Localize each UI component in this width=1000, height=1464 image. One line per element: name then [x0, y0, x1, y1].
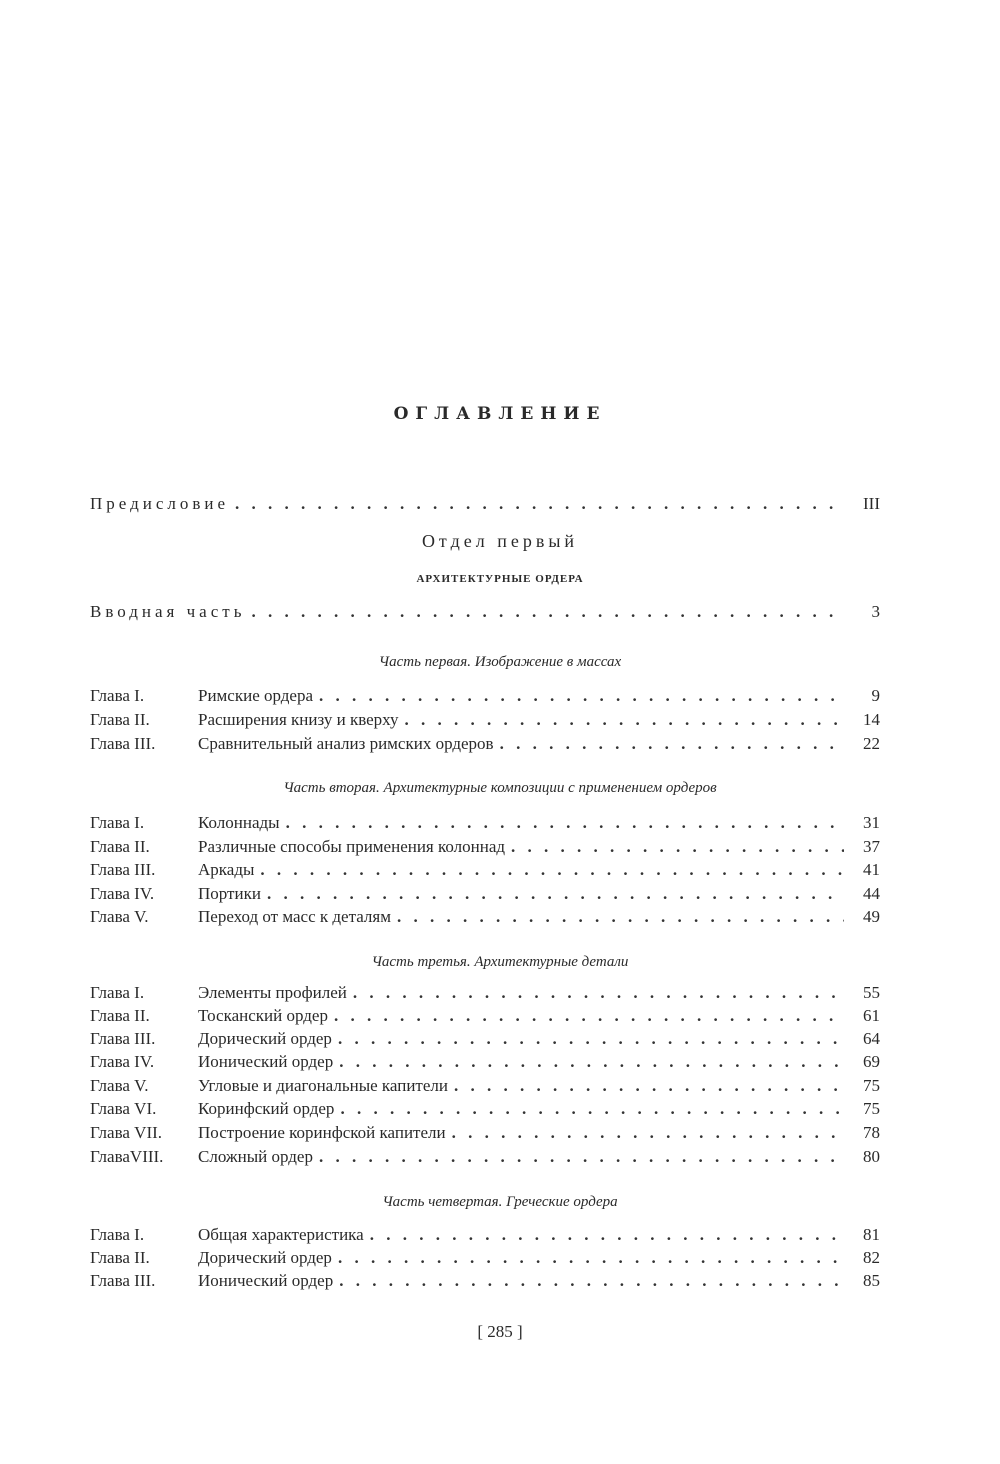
toc-entry-page: 75 — [863, 1076, 880, 1095]
toc-entry-page: 37 — [863, 837, 880, 856]
toc-entry-preface — [90, 494, 880, 518]
toc-entry-label: Портики — [198, 884, 261, 903]
toc-entry-label: Ионический ордер — [198, 1271, 334, 1290]
toc-entry-page: 69 — [863, 1052, 880, 1071]
leader-dots — [397, 907, 844, 927]
chapter-number: Глава II. — [90, 1248, 150, 1267]
leader-dots — [338, 1029, 844, 1049]
page-title: ОГЛАВЛЕНИЕ — [393, 404, 607, 424]
part-title: Часть вторая. Архитектурные композиции с применением ордеров — [283, 780, 717, 796]
leader-dots — [267, 884, 844, 904]
chapter-number: Глава II. — [90, 837, 150, 856]
toc-entry-page: 22 — [863, 734, 880, 753]
toc-entry-label: Коринфский ордер — [198, 1099, 335, 1118]
toc-entry-label: Дорический ордер — [198, 1248, 332, 1267]
toc-entry-label: Переход от масс к деталям — [198, 907, 391, 926]
chapter-number: Глава III. — [90, 1029, 156, 1048]
toc-entry — [90, 710, 880, 734]
toc-entry-label: Аркады — [198, 860, 255, 879]
toc-entry — [90, 907, 880, 931]
toc-entry-label: Построение коринфской капители — [198, 1123, 446, 1142]
toc-entry-label: Общая характеристика — [198, 1225, 364, 1244]
leader-dots — [405, 710, 844, 730]
toc-entry — [90, 884, 880, 908]
toc-entry-label: Предисловие — [90, 494, 230, 513]
leader-dots — [454, 1076, 844, 1096]
toc-entry-page: 80 — [863, 1147, 880, 1166]
leader-dots — [452, 1123, 844, 1143]
part-title: Часть четвертая. Греческие ордера — [382, 1194, 618, 1210]
toc-entry-page: III — [863, 494, 880, 513]
leader-dots — [235, 494, 844, 514]
toc-entry-page: 44 — [863, 884, 880, 903]
chapter-number: Глава V. — [90, 907, 149, 926]
leader-dots — [334, 1006, 844, 1026]
toc-entry-label: Ионический ордер — [198, 1052, 334, 1071]
chapter-number: Глава IV. — [90, 1052, 155, 1071]
chapter-number: Глава II. — [90, 710, 150, 729]
chapter-number: Глава III. — [90, 734, 156, 753]
leader-dots — [340, 1099, 844, 1119]
toc-entry-intro — [90, 602, 880, 626]
chapter-number: Глава V. — [90, 1076, 149, 1095]
leader-dots — [511, 837, 844, 857]
leader-dots — [319, 1147, 844, 1167]
toc-entry — [90, 1099, 880, 1123]
leader-dots — [500, 734, 844, 754]
toc-entry — [90, 1029, 880, 1053]
chapter-number: Глава III. — [90, 860, 156, 879]
leader-dots — [370, 1225, 844, 1245]
chapter-number: Глава I. — [90, 1225, 145, 1244]
chapter-number: Глава I. — [90, 813, 145, 832]
leader-dots — [251, 602, 844, 622]
leader-dots — [339, 1052, 844, 1072]
toc-entry — [90, 686, 880, 710]
chapter-number: Глава VI. — [90, 1099, 157, 1118]
department-subtitle: АРХИТЕКТУРНЫЕ ОРДЕРА — [416, 573, 584, 585]
toc-entry-label: Тосканский ордер — [198, 1006, 328, 1025]
toc-entry-page: 82 — [863, 1248, 880, 1267]
toc-entry-page: 81 — [863, 1225, 880, 1244]
toc-entry — [90, 983, 880, 1007]
chapter-number: Глава I. — [90, 686, 145, 705]
leader-dots — [319, 686, 844, 706]
chapter-number: Глава II. — [90, 1006, 150, 1025]
leader-dots — [338, 1248, 844, 1268]
leader-dots — [339, 1271, 844, 1291]
page-number: [ 285 ] — [477, 1322, 523, 1341]
toc-entry-page: 14 — [863, 710, 880, 729]
toc-entry — [90, 734, 880, 758]
department-title: Отдел первый — [421, 531, 579, 551]
toc-entry-page: 3 — [871, 602, 880, 621]
chapter-number: ГлаваVIII. — [90, 1147, 164, 1166]
toc-entry — [90, 1225, 880, 1249]
toc-entry-label: Расширения книзу и кверху — [198, 710, 399, 729]
toc-entry — [90, 1147, 880, 1171]
toc-entry — [90, 1076, 880, 1100]
toc-entry-label: Сравнительный анализ римских ордеров — [198, 734, 494, 753]
toc-entry-label: Угловые и диагональные капители — [198, 1076, 448, 1095]
toc-entry — [90, 1271, 880, 1295]
toc-entry-label: Сложный ордер — [198, 1147, 313, 1166]
chapter-number: Глава IV. — [90, 884, 155, 903]
toc-entry — [90, 837, 880, 861]
toc-entry — [90, 813, 880, 837]
leader-dots — [353, 983, 844, 1003]
part-title: Часть первая. Изображение в массах — [378, 654, 622, 670]
chapter-number: Глава III. — [90, 1271, 156, 1290]
toc-entry-label: Различные способы применения колоннад — [198, 837, 506, 856]
toc-entry-page: 31 — [863, 813, 880, 832]
toc-entry-page: 64 — [863, 1029, 880, 1048]
toc-entry-page: 85 — [863, 1271, 880, 1290]
toc-entry — [90, 1006, 880, 1030]
toc-entry-label: Колоннады — [198, 813, 280, 832]
leader-dots — [260, 860, 844, 880]
leader-dots — [286, 813, 844, 833]
toc-entry-label: Римские ордера — [198, 686, 314, 705]
toc-entry — [90, 1248, 880, 1272]
toc-entry — [90, 860, 880, 884]
toc-entry-label: Элементы профилей — [198, 983, 347, 1002]
toc-entry — [90, 1052, 880, 1076]
part-title: Часть третья. Архитектурные детали — [371, 954, 629, 970]
toc-entry-label: Дорический ордер — [198, 1029, 332, 1048]
toc-entry-page: 55 — [863, 983, 880, 1002]
toc-entry-page: 78 — [863, 1123, 880, 1142]
chapter-number: Глава I. — [90, 983, 145, 1002]
chapter-number: Глава VII. — [90, 1123, 163, 1142]
toc-entry-page: 41 — [863, 860, 880, 879]
toc-entry-page: 61 — [863, 1006, 880, 1025]
toc-entry-page: 9 — [871, 686, 880, 705]
toc-entry-page: 49 — [863, 907, 880, 926]
toc-entry-label: Вводная часть — [90, 602, 246, 621]
toc-entry-page: 75 — [863, 1099, 880, 1118]
toc-entry — [90, 1123, 880, 1147]
